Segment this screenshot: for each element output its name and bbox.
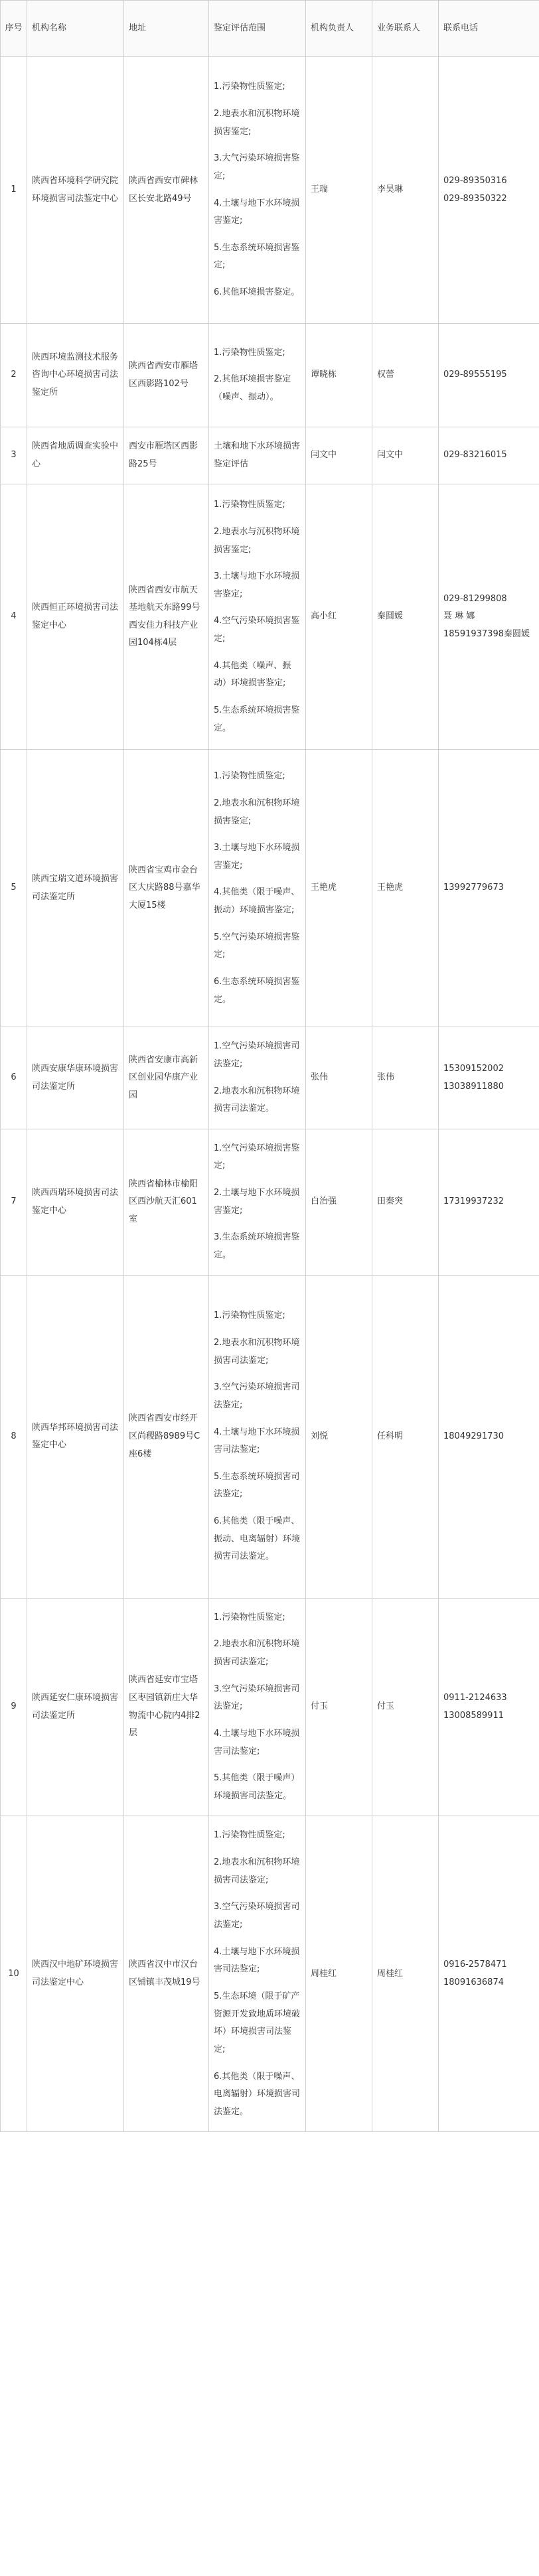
scope-item: 3.空气污染环境损害司法鉴定; [214, 1683, 300, 1712]
scope-item: 2.土壤与地下水环境损害鉴定; [214, 1188, 300, 1216]
contact-phone [439, 1598, 539, 1816]
header-address: 地址 [124, 1, 209, 57]
scope-item: 6.生态系统环境损害鉴定。 [214, 977, 300, 1005]
scope-list [214, 757, 301, 1019]
institution-name: 陕西省地质调查实验中心 [27, 427, 124, 484]
phone-line: 029-89350316 [443, 175, 507, 186]
phone-line: 18049291730 [443, 1431, 504, 1441]
scope-item: 3.土壤与地下水环境损害鉴定; [214, 571, 300, 599]
scope-item: 5.生态系统环境损害鉴定。 [214, 705, 300, 733]
institution-name: 陕西宝瑞文道环境损害司法鉴定所 [27, 750, 124, 1027]
table-row [1, 427, 539, 484]
institution-name: 陕西省环境科学研究院环境损害司法鉴定中心 [27, 57, 124, 324]
phone-line: 聂 琳 娜 [443, 611, 475, 622]
institution-address: 陕西省宝鸡市金台区大庆路88号嘉华大厦15楼 [124, 750, 209, 1027]
business-contact: 王艳虎 [372, 750, 439, 1027]
assessment-scope [209, 1598, 306, 1816]
institution-address: 陕西省延安市宝塔区枣园镇新庄大华物流中心院内4排2层 [124, 1598, 209, 1816]
contact-phone [439, 1275, 539, 1598]
business-contact: 闫文中 [372, 427, 439, 484]
scope-item: 5.生态环境（限于矿产资源开发致地质环境破坏）环境损害司法鉴定; [214, 1991, 301, 2054]
scope-item: 2.地表水和沉积物环境损害鉴定; [214, 108, 300, 137]
row-number: 6 [1, 1027, 27, 1129]
assessment-scope [209, 1129, 306, 1275]
phone-line: 13992779673 [443, 883, 504, 893]
scope-item: 2.地表水和沉积物环境损害司法鉴定; [214, 1857, 300, 1885]
header-head: 机构负责人 [306, 1, 372, 57]
contact-phone [439, 484, 539, 750]
assessment-scope [209, 57, 306, 324]
table-header-row [1, 1, 539, 57]
institution-head: 周桂红 [306, 1816, 372, 2132]
scope-list [214, 1297, 301, 1577]
scope-list [214, 427, 301, 484]
header-phone: 联系电话 [439, 1, 539, 57]
scope-item: 2.其他环境损害鉴定（噪声、振动）。 [214, 374, 291, 402]
scope-item: 2.地表水与沉积物环境损害鉴定; [214, 526, 300, 555]
row-number: 3 [1, 427, 27, 484]
business-contact: 权蕾 [372, 324, 439, 427]
scope-item: 6.其他环境损害鉴定。 [214, 287, 300, 298]
assessment-scope [209, 324, 306, 427]
institution-head: 谭晓栋 [306, 324, 372, 427]
phone-line: 15309152002 [443, 1063, 504, 1074]
institution-address: 陕西省汉中市汉台区铺镇丰茂城19号 [124, 1816, 209, 2132]
scope-item: 6.其他类（限于噪声、振动、电离辐射）环境损害司法鉴定。 [214, 1516, 301, 1562]
institution-head: 高小红 [306, 484, 372, 750]
assessment-scope [209, 1275, 306, 1598]
assessment-scope [209, 484, 306, 750]
scope-item: 1.污染物性质鉴定; [214, 1612, 285, 1622]
scope-item: 1.空气污染环境损害司法鉴定; [214, 1041, 300, 1069]
contact-phone [439, 324, 539, 427]
assessment-scope [209, 1816, 306, 2132]
header-scope: 鉴定评估范围 [209, 1, 306, 57]
row-number: 9 [1, 1598, 27, 1816]
business-contact: 付玉 [372, 1598, 439, 1816]
scope-item: 1.污染物性质鉴定; [214, 82, 285, 92]
phone-line: 13038911880 [443, 1081, 504, 1092]
table-row [1, 1816, 539, 2132]
scope-item: 2.地表水和沉积物环境损害司法鉴定; [214, 1337, 300, 1366]
institution-head: 王艳虎 [306, 750, 372, 1027]
institution-address: 陕西省西安市碑林区长安北路49号 [124, 57, 209, 324]
institution-name: 陕西恒正环境损害司法鉴定中心 [27, 484, 124, 750]
institution-address: 西安市雁塔区西影路25号 [124, 427, 209, 484]
institution-name: 陕西安康华康环境损害司法鉴定所 [27, 1027, 124, 1129]
scope-list [214, 68, 301, 312]
table-row [1, 750, 539, 1027]
phone-line: 18591937398秦圆媛 [443, 629, 530, 640]
scope-item: 3.大气污染环境损害鉴定; [214, 153, 300, 181]
contact-phone [439, 1027, 539, 1129]
contact-phone [439, 57, 539, 324]
table-row [1, 1027, 539, 1129]
institution-head: 白治强 [306, 1129, 372, 1275]
contact-phone [439, 1129, 539, 1275]
scope-item: 2.地表水和沉积物环境损害司法鉴定; [214, 1639, 300, 1667]
phone-line: 029-83216015 [443, 450, 507, 461]
header-name: 机构名称 [27, 1, 124, 57]
contact-phone [439, 750, 539, 1027]
scope-list [214, 1129, 301, 1275]
assessment-scope [209, 1027, 306, 1129]
scope-item: 1.污染物性质鉴定; [214, 771, 285, 782]
phone-line: 029-81299808 [443, 593, 507, 604]
phone-line: 13008589911 [443, 1710, 504, 1721]
row-number: 7 [1, 1129, 27, 1275]
institution-name: 陕西延安仁康环境损害司法鉴定所 [27, 1598, 124, 1816]
row-number: 5 [1, 750, 27, 1027]
scope-item: 5.生态系统环境损害司法鉴定; [214, 1471, 300, 1500]
scope-item: 2.地表水和沉积物环境损害鉴定; [214, 798, 300, 826]
scope-list [214, 334, 301, 417]
table-row [1, 1275, 539, 1598]
row-number: 1 [1, 57, 27, 324]
institution-head: 刘悦 [306, 1275, 372, 1598]
table-row [1, 1129, 539, 1275]
scope-item: 1.污染物性质鉴定; [214, 1311, 285, 1321]
phone-line: 0911-2124633 [443, 1692, 507, 1703]
row-number: 2 [1, 324, 27, 427]
scope-item: 6.其他类（限于噪声、电离辐射）环境损害司法鉴定。 [214, 2071, 301, 2117]
institution-head: 王瑞 [306, 57, 372, 324]
institution-head: 张伟 [306, 1027, 372, 1129]
business-contact: 田秦突 [372, 1129, 439, 1275]
scope-item: 4.其他类（限于噪声、振动）环境损害鉴定; [214, 887, 300, 916]
row-number: 4 [1, 484, 27, 750]
scope-item: 3.生态系统环境损害鉴定。 [214, 1232, 300, 1261]
scope-item: 土壤和地下水环境损害鉴定评估 [214, 441, 301, 469]
phone-line: 17319937232 [443, 1196, 504, 1207]
business-contact: 秦圆媛 [372, 484, 439, 750]
scope-item: 4.土壤与地下水环境损害鉴定; [214, 198, 300, 226]
scope-item: 4.土壤与地下水环境损害司法鉴定; [214, 1427, 300, 1455]
institution-head: 付玉 [306, 1598, 372, 1816]
scope-item: 4.空气污染环境损害鉴定; [214, 616, 300, 644]
scope-list [214, 1816, 301, 2131]
institution-address: 陕西省西安市航天基地航天东路99号西安佳力科技产业园104栋4层 [124, 484, 209, 750]
contact-phone [439, 1816, 539, 2132]
scope-item: 3.空气污染环境损害司法鉴定; [214, 1902, 300, 1930]
scope-item: 4.其他类（噪声、振动）环境损害鉴定; [214, 660, 291, 689]
table-row [1, 1598, 539, 1816]
scope-list [214, 1027, 301, 1129]
institution-name: 陕西西瑞环境损害司法鉴定中心 [27, 1129, 124, 1275]
institution-address: 陕西省西安市经开区尚稷路8989号C座6楼 [124, 1275, 209, 1598]
institution-address: 陕西省榆林市榆阳区西沙航天汇601室 [124, 1129, 209, 1275]
phone-line: 029-89350322 [443, 193, 507, 204]
row-number: 8 [1, 1275, 27, 1598]
scope-list [214, 1599, 301, 1816]
scope-item: 5.生态系统环境损害鉴定; [214, 242, 300, 271]
scope-item: 1.污染物性质鉴定; [214, 500, 285, 510]
business-contact: 李昊琳 [372, 57, 439, 324]
scope-item: 5.其他类（限于噪声）环境损害司法鉴定。 [214, 1773, 300, 1801]
scope-item: 4.土壤与地下水环境损害司法鉴定; [214, 1946, 300, 1975]
scope-item: 1.空气污染环境损害鉴定; [214, 1143, 300, 1171]
institution-address: 陕西省西安市雁塔区西影路102号 [124, 324, 209, 427]
scope-item: 4.土壤与地下水环境损害司法鉴定; [214, 1728, 300, 1756]
header-contact: 业务联系人 [372, 1, 439, 57]
phone-line: 029-89555195 [443, 370, 507, 380]
institution-address: 陕西省安康市高新区创业园华康产业园 [124, 1027, 209, 1129]
scope-item: 1.污染物性质鉴定; [214, 347, 285, 358]
scope-item: 1.污染物性质鉴定; [214, 1830, 285, 1841]
phone-line: 18091636874 [443, 1977, 504, 1987]
table-row [1, 57, 539, 324]
contact-phone [439, 427, 539, 484]
phone-line: 0916-2578471 [443, 1960, 507, 1970]
business-contact: 周桂红 [372, 1816, 439, 2132]
table-row [1, 484, 539, 750]
scope-item: 3.土壤与地下水环境损害鉴定; [214, 843, 300, 871]
institution-name: 陕西汉中地矿环境损害司法鉴定中心 [27, 1816, 124, 2132]
institution-name: 陕西环境监测技术服务咨询中心环境损害司法鉴定所 [27, 324, 124, 427]
assessment-scope [209, 750, 306, 1027]
row-number: 10 [1, 1816, 27, 2132]
assessment-scope [209, 427, 306, 484]
table-row [1, 324, 539, 427]
header-no: 序号 [1, 1, 27, 57]
business-contact: 任科明 [372, 1275, 439, 1598]
scope-item: 5.空气污染环境损害鉴定; [214, 932, 300, 960]
scope-item: 3.空气污染环境损害司法鉴定; [214, 1382, 300, 1410]
scope-list [214, 486, 301, 748]
business-contact: 张伟 [372, 1027, 439, 1129]
scope-item: 2.地表水和沉积物环境损害司法鉴定。 [214, 1086, 300, 1114]
institution-name: 陕西华邦环境损害司法鉴定中心 [27, 1275, 124, 1598]
institution-head: 闫文中 [306, 427, 372, 484]
